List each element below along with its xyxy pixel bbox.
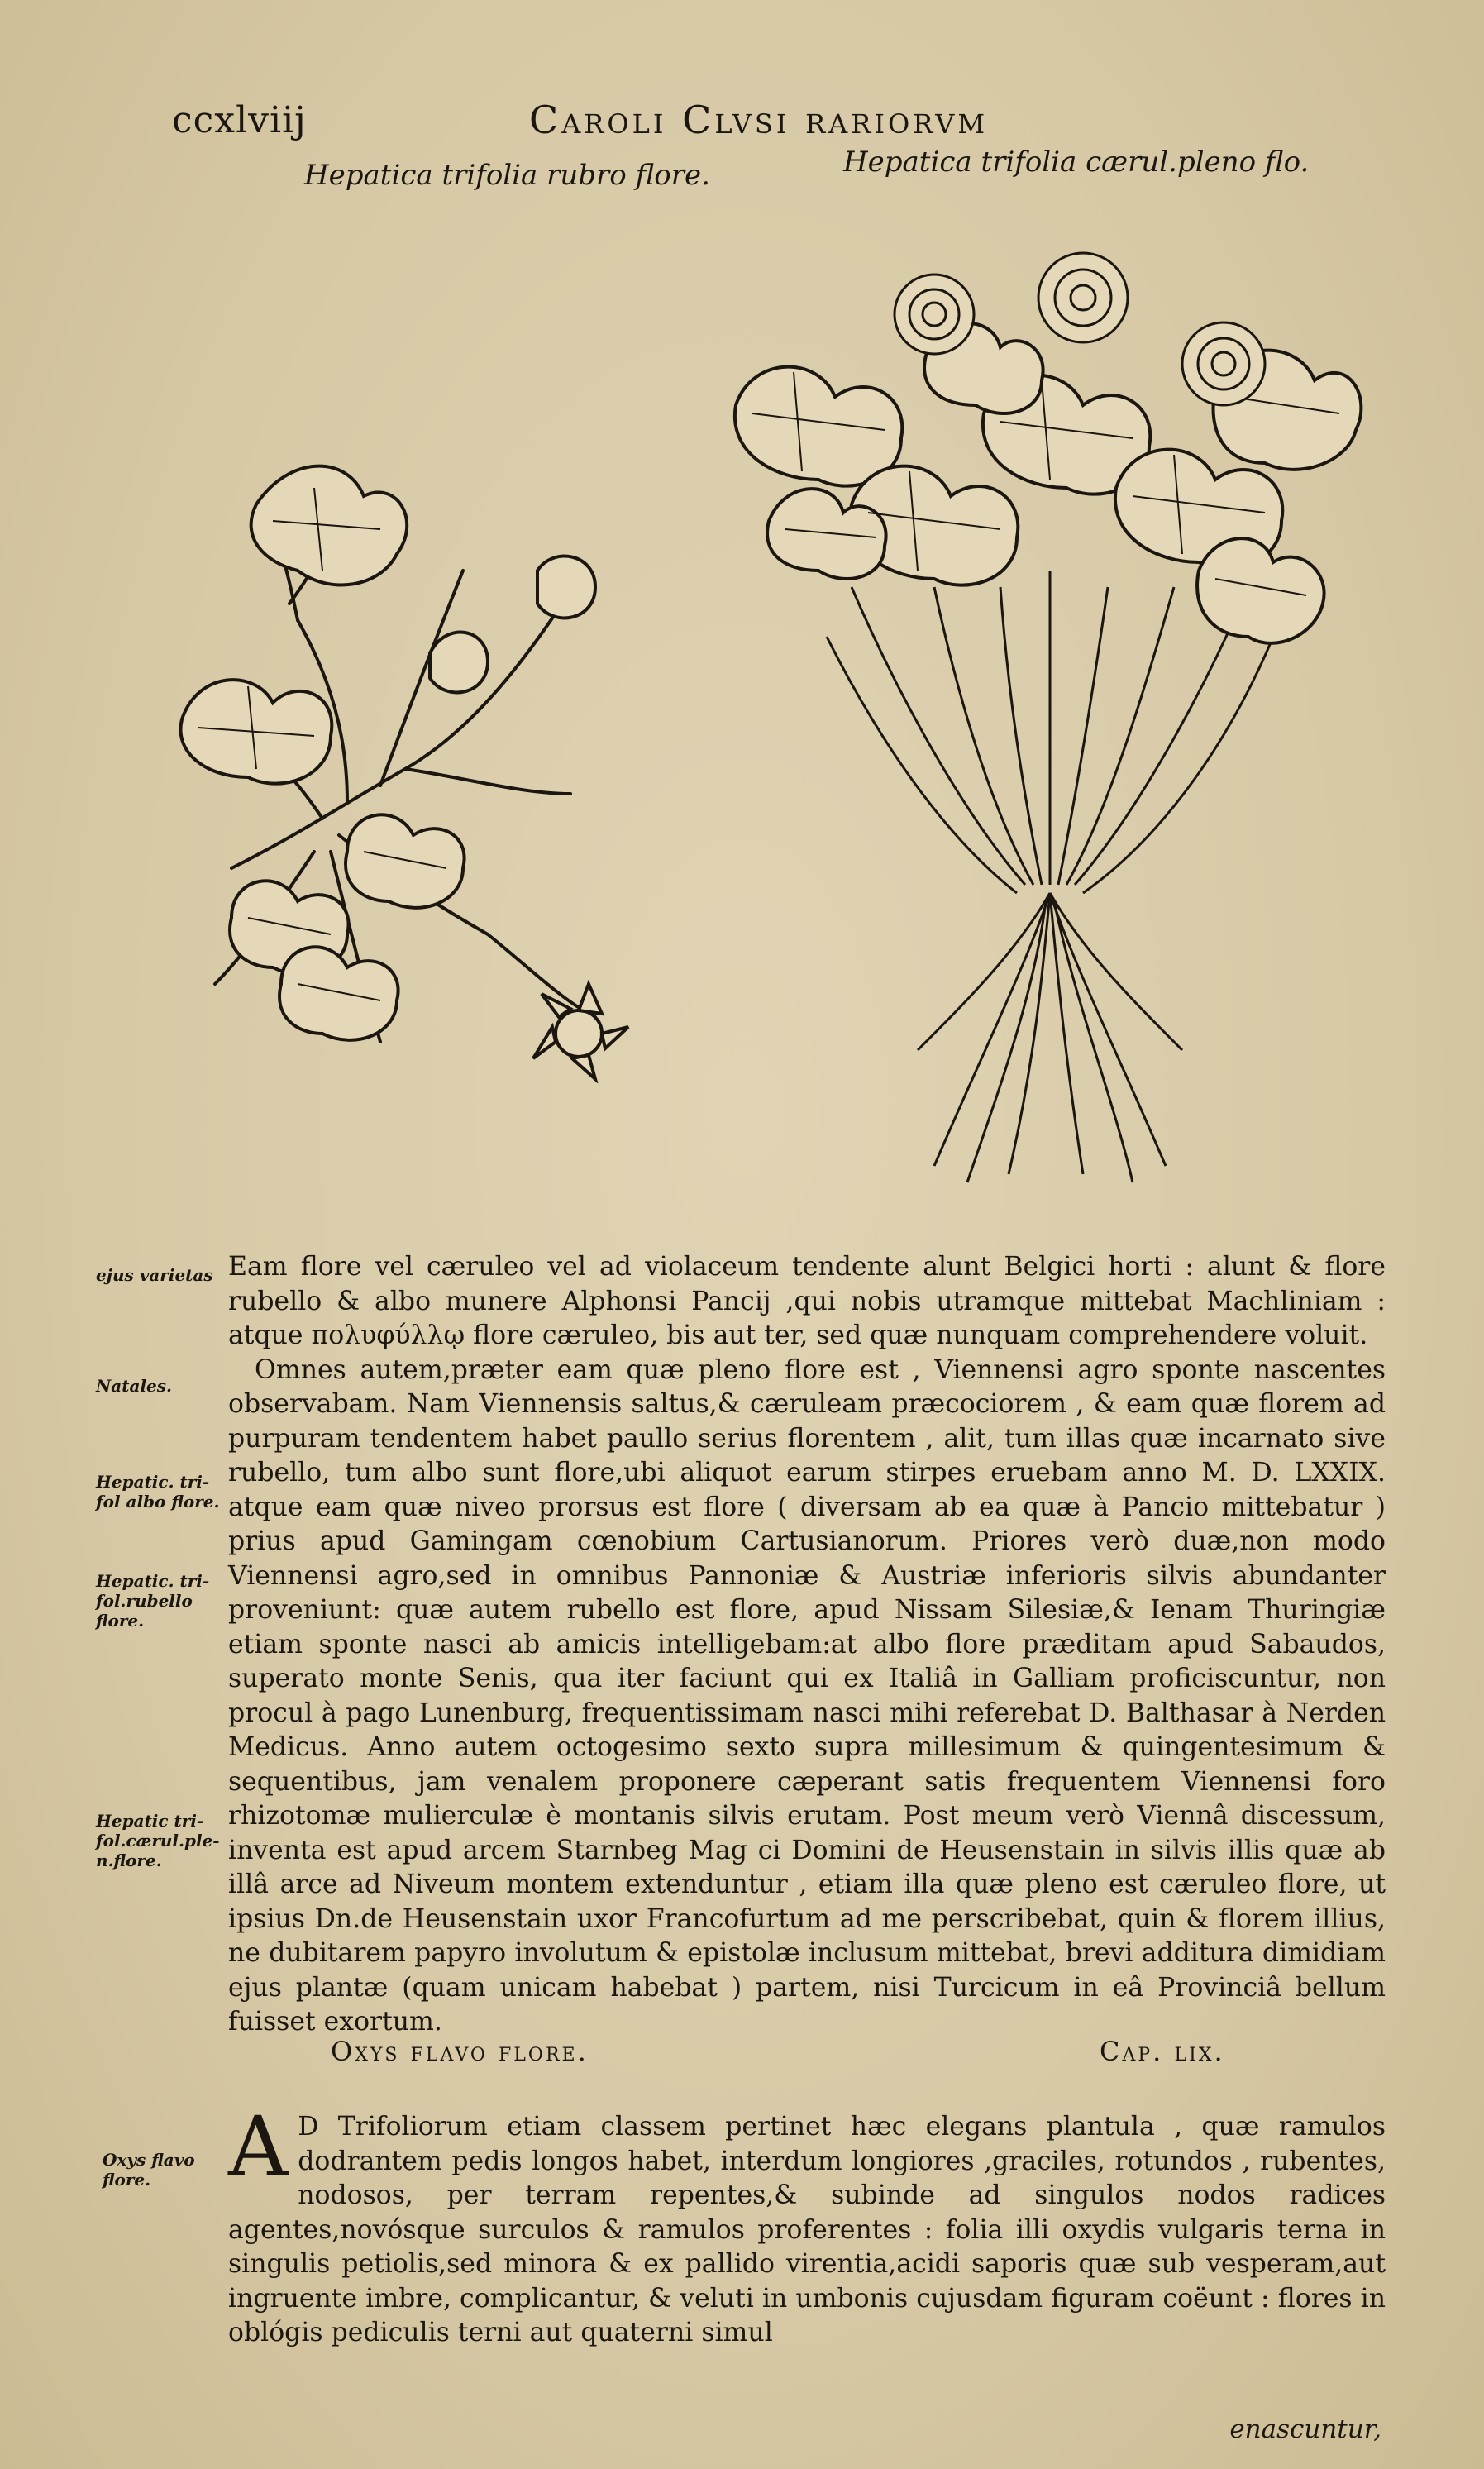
chapter-number: Cap. lix. [1100,2036,1225,2067]
running-head: Caroli Clvsi rariorvm [529,98,989,142]
woodcut-hepatica-caerulea [719,240,1381,1199]
folio-number: ccxlviij [172,99,307,141]
caption-left: Hepatica trifolia rubro flore. [304,159,710,192]
margin-note-albo: Hepatic. tri-fol albo flore. [96,1472,220,1511]
paragraph-1: Eam flore vel cæruleo vel ad violaceum tendente alunt Belgici horti : alunt & flore rubello & albo munere Alphonsi Pancij ,qui nobis utramque mittebat Machliniam : atque πολυφύλλῳ flore cæruleo, bis aut ter, sed quæ nunquam comprehendere voluit. [228,1252,1386,1350]
chapter-paragraph: D Trifoliorum etiam classem pertinet hæc elegans plantula , quæ ramulos dodrantem pedis longos habet, interdum longiores ,graciles, rotundos , rubentes, nodosos, per terram repentes,& subinde ad singulos nodos radices agentes,novósque surculos & ramulos proferentes : folia illi oxydis vulgaris terna in singulis petiolis,sed minora & ex pallido virentia,acidi saporis quæ sub vesperam,aut ingruente imbre, complicantur, & veluti in umbonis cujusdam figuram coëunt : flores in oblógis pediculis terni aut quaterni simul [228,2112,1386,2347]
margin-note-varietas: ejus varietas [96,1265,213,1285]
margin-note-oxys: Oxys flavo flore. [103,2150,195,2190]
catchword: enascuntur, [1229,2414,1381,2444]
chapter-text [228,2099,1386,2351]
drop-cap: A [228,2099,289,2195]
caption-right: Hepatica trifolia cærul.pleno flo. [843,146,1310,179]
body-text [228,1250,1386,2040]
margin-note-rubello: Hepatic. tri-fol.rubello flore. [96,1571,210,1631]
margin-note-caerul: Hepatic tri-fol.cærul.ple-n.flore. [96,1811,220,1870]
chapter-heading: Oxys flavo flore. [331,2036,589,2067]
margin-note-natales: Natales. [96,1376,172,1396]
woodcut-hepatica-rubro [132,405,661,1083]
paragraph-2: Omnes autem,præter eam quæ pleno flore est , Viennensi agro sponte nascentes observabam. Nam Viennensis saltus,& cæruleam præcociorem , & eam quæ florem ad purpuram tendentem habet paullo serius florentem , alit, tum illas quæ incarnato sive rubello, tum albo sunt flore,ubi aliquot earum stirpes eruebam anno M. D. LXXIX. atque eam quæ niveo prorsus est flore ( diversam ab ea quæ à Pancio mittebatur ) prius apud Gamingam cœnobium Cartusianorum. Priores verò duæ,non modo Viennensi agro,sed in omnibus Pannoniæ & Austriæ inferioris silvis abundanter proveniunt: quæ autem rubello est flore, apud Nissam Silesiæ,& Ienam Thuringiæ etiam sponte nasci ab amicis intelligebam:at albo flore præditam apud Sabaudos, superato monte Senis, qua iter faciunt qui ex Italiâ in Galliam proficiscuntur, non procul à pago Lunenburg, frequentissimam nasci mihi referebat D. Balthasar à Nerden Medicus. Anno autem octogesimo sexto supra millesimum & quingentesimum & sequentibus, jam venalem proponere cæperant satis frequentem Viennensi foro rhizotomæ mulierculæ è montanis silvis erutam. Post meum verò Viennâ discessum, inventa est apud arcem Starnbeg Mag ci Domini de Heusenstain in silvis illis quæ ab illâ arce ad Niveum montem extenduntur , etiam illa quæ pleno est cæruleo flore, ut ipsius Dn.de Heusenstain uxor Francofurtum ad me perscribebat, quin & florem illius, ne dubitarem papyro involutum & epistolæ inclusum mittebat, brevi additura dimidiam ejus plantæ (quam unicam habebat ) partem, nisi Turcicum in eâ Provinciâ bellum fuisset exortum. [228,1354,1386,2037]
